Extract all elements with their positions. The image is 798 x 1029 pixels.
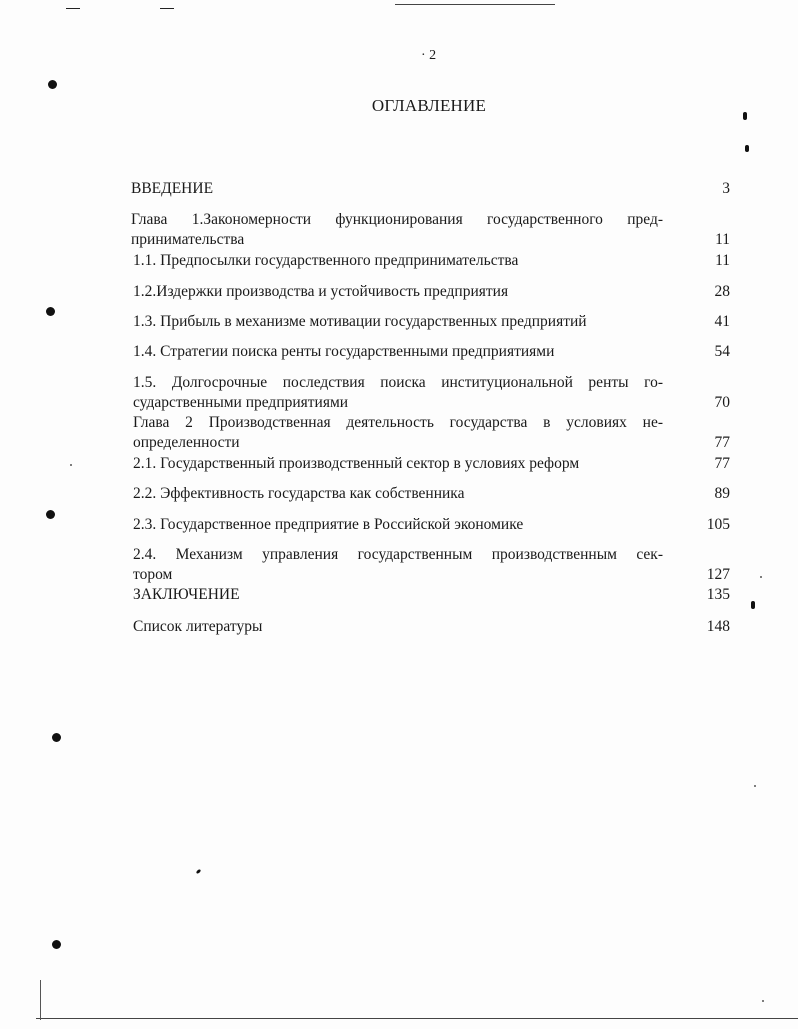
toc-entry-references: Список литературы bbox=[133, 618, 263, 635]
speck bbox=[762, 1000, 764, 1002]
toc-page-conclusion: 135 bbox=[706, 586, 730, 603]
toc-entry-2-3: 2.3. Государственное предприятие в Российской экономике bbox=[133, 516, 524, 533]
ink-mark-right-2 bbox=[745, 145, 749, 152]
scan-artifact-left-edge bbox=[40, 980, 41, 1020]
ink-mark-right-3 bbox=[751, 601, 755, 609]
binder-hole-5 bbox=[52, 940, 61, 949]
toc-page-2-4: 127 bbox=[706, 566, 730, 583]
toc-page-intro: 3 bbox=[722, 180, 730, 197]
toc-entry-2-4-line2: тором bbox=[133, 566, 173, 583]
toc-page-2-2: 89 bbox=[714, 485, 730, 502]
toc-page-1-2: 28 bbox=[714, 283, 730, 300]
toc-page-references: 148 bbox=[706, 618, 730, 635]
toc-entry-2-4-line1: 2.4. Механизм управления государственным производственным сек- bbox=[133, 546, 663, 563]
binder-hole-4 bbox=[52, 733, 61, 742]
toc-page-chapter1: 11 bbox=[715, 231, 730, 248]
page-title: ОГЛАВЛЕНИЕ bbox=[371, 96, 487, 115]
ink-mark-stray bbox=[196, 869, 202, 875]
binder-hole-2 bbox=[46, 307, 55, 316]
toc-entry-chapter1-line2: принимательства bbox=[131, 231, 245, 248]
toc-entry-chapter2-line1: Глава 2 Производственная деятельность государства в условиях не- bbox=[133, 414, 663, 431]
toc-entry-1-5-line2: сударственными предприятиями bbox=[133, 394, 349, 411]
toc-page-2-1: 77 bbox=[714, 455, 730, 472]
toc-entry-1-4: 1.4. Стратегии поиска ренты государственными предприятиями bbox=[133, 343, 555, 360]
toc-page-1-3: 41 bbox=[714, 313, 730, 330]
page-number: · 2 bbox=[421, 48, 437, 63]
speck bbox=[754, 785, 756, 787]
toc-entry-1-2: 1.2.Издержки производства и устойчивость предприятия bbox=[133, 283, 509, 300]
scan-artifact-top-mid bbox=[160, 8, 174, 9]
binder-hole-1 bbox=[48, 80, 57, 89]
speck bbox=[70, 464, 72, 466]
toc-entry-conclusion: ЗАКЛЮЧЕНИЕ bbox=[133, 586, 240, 603]
toc-entry-chapter2-line2: определенности bbox=[133, 434, 240, 451]
toc-entry-1-5-line1: 1.5. Долгосрочные последствия поиска институциональной ренты го- bbox=[133, 374, 663, 391]
toc-page-1-5: 70 bbox=[714, 394, 730, 411]
toc-entry-2-1: 2.1. Государственный производственный сектор в условиях реформ bbox=[133, 455, 580, 472]
binder-hole-3 bbox=[46, 510, 55, 519]
toc-page-1-4: 54 bbox=[714, 343, 730, 360]
scan-artifact-top-left bbox=[66, 8, 80, 9]
toc-entry-1-3: 1.3. Прибыль в механизме мотивации государственных предприятий bbox=[133, 313, 587, 330]
toc-entry-1-1: 1.1. Предпосылки государственного предпринимательства bbox=[133, 252, 519, 269]
toc-entry-intro: ВВЕДЕНИЕ bbox=[131, 180, 214, 197]
toc-page-chapter2: 77 bbox=[714, 434, 730, 451]
scan-artifact-bottom bbox=[36, 1018, 798, 1019]
speck bbox=[760, 576, 762, 578]
toc-entry-chapter1-line1: Глава 1.Закономерности функционирования государственного пред- bbox=[131, 211, 663, 228]
toc-entry-2-2: 2.2. Эффективность государства как собственника bbox=[133, 485, 465, 502]
toc-page-1-1: 11 bbox=[715, 252, 730, 269]
scan-artifact-top-right bbox=[395, 4, 555, 5]
toc-page-2-3: 105 bbox=[706, 516, 730, 533]
